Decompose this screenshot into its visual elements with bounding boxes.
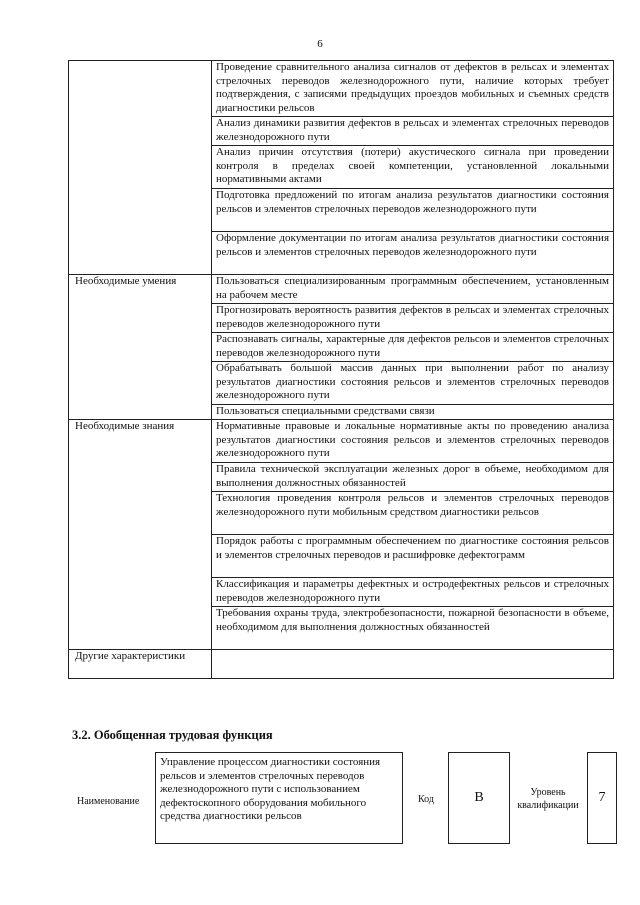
skill-cell: Пользоваться специальными средствами связи: [212, 405, 614, 420]
action-cell: Оформление документации по итогам анализа результатов диагностики состояния рельсов и элементов стрелочных переводов железнодорожного пути: [212, 232, 614, 275]
table-row: [69, 650, 614, 679]
skill-cell: Обрабатывать большой массив данных при выполнении работ по анализу результатов диагностики состояния рельсов и элементов стрелочных переводов железнодорожного пути: [212, 362, 614, 405]
other-cell: [212, 650, 614, 679]
knowledge-cell: Правила технической эксплуатации железных дорог в объеме, необходимом для выполнения должностных обязанностей: [212, 463, 614, 492]
table-row: [69, 61, 614, 117]
knowledge-cell: Порядок работы с программным обеспечением по диагностике состояния рельсов и элементов стрелочных переводов и расшифровке дефектограмм: [212, 535, 614, 578]
code-box: B: [448, 752, 510, 844]
knowledge-cell: Классификация и параметры дефектных и остродефектных рельсов и стрелочных переводов железнодорожного пути: [212, 578, 614, 607]
knowledge-cell: Нормативные правовые и локальные нормативные акты по проведению анализа результатов диагностики состояния рельсов и элементов стрелочных переводов железнодорожного пути: [212, 420, 614, 463]
function-name-box: Управление процессом диагностики состояния рельсов и элементов стрелочных переводов железнодорожного пути с использованием дефектоскопного оборудования мобильного средства диагностики рельсов: [155, 752, 403, 844]
action-cell: Анализ причин отсутствия (потери) акустического сигнала при проведении контроля в пределах своей компетенции, установленной локальными нормативными актами: [212, 146, 614, 189]
knowledge-cell: Требования охраны труда, электробезопасности, пожарной безопасности в объеме, необходимом для выполнения должностных обязанностей: [212, 607, 614, 650]
row-label-empty: [69, 61, 212, 275]
skills-label: Необходимые умения: [69, 275, 212, 420]
skill-cell: Пользоваться специализированным программным обеспечением, установленным на рабочем месте: [212, 275, 614, 304]
table-row: [69, 420, 614, 463]
action-cell: Подготовка предложений по итогам анализа результатов диагностики состояния рельсов и элементов стрелочных переводов железнодорожного пути: [212, 189, 614, 232]
skill-cell: Прогнозировать вероятность развития дефектов в рельсах и элементах стрелочных переводов железнодорожного пути: [212, 304, 614, 333]
level-label: Уровень квалификации: [517, 787, 579, 811]
page-number: 6: [317, 38, 323, 50]
knowledge-label: Необходимые знания: [69, 420, 212, 650]
action-cell: Анализ динамики развития дефектов в рельсах и элементах стрелочных переводов железнодорожного пути: [212, 117, 614, 146]
skill-cell: Распознавать сигналы, характерные для дефектов рельсов и элементов стрелочных переводов железнодорожного пути: [212, 333, 614, 362]
knowledge-cell: Технология проведения контроля рельсов и элементов стрелочных переводов железнодорожного пути мобильным средством диагностики рельсов: [212, 492, 614, 535]
name-label: Наименование: [77, 796, 140, 807]
table-row: [69, 275, 614, 304]
action-cell: Проведение сравнительного анализа сигналов от дефектов в рельсах и элементах стрелочных переводов железнодорожного пути, наличие которых требует подтверждения, с записями предыдущих проездов мобильных и съемных средств диагностики рельсов: [212, 61, 614, 117]
section-heading: 3.2. Обобщенная трудовая функция: [72, 728, 273, 742]
level-box: 7: [587, 752, 617, 844]
other-label: Другие характеристики: [69, 650, 212, 679]
requirements-table: [68, 60, 614, 679]
code-label: Код: [418, 794, 434, 805]
